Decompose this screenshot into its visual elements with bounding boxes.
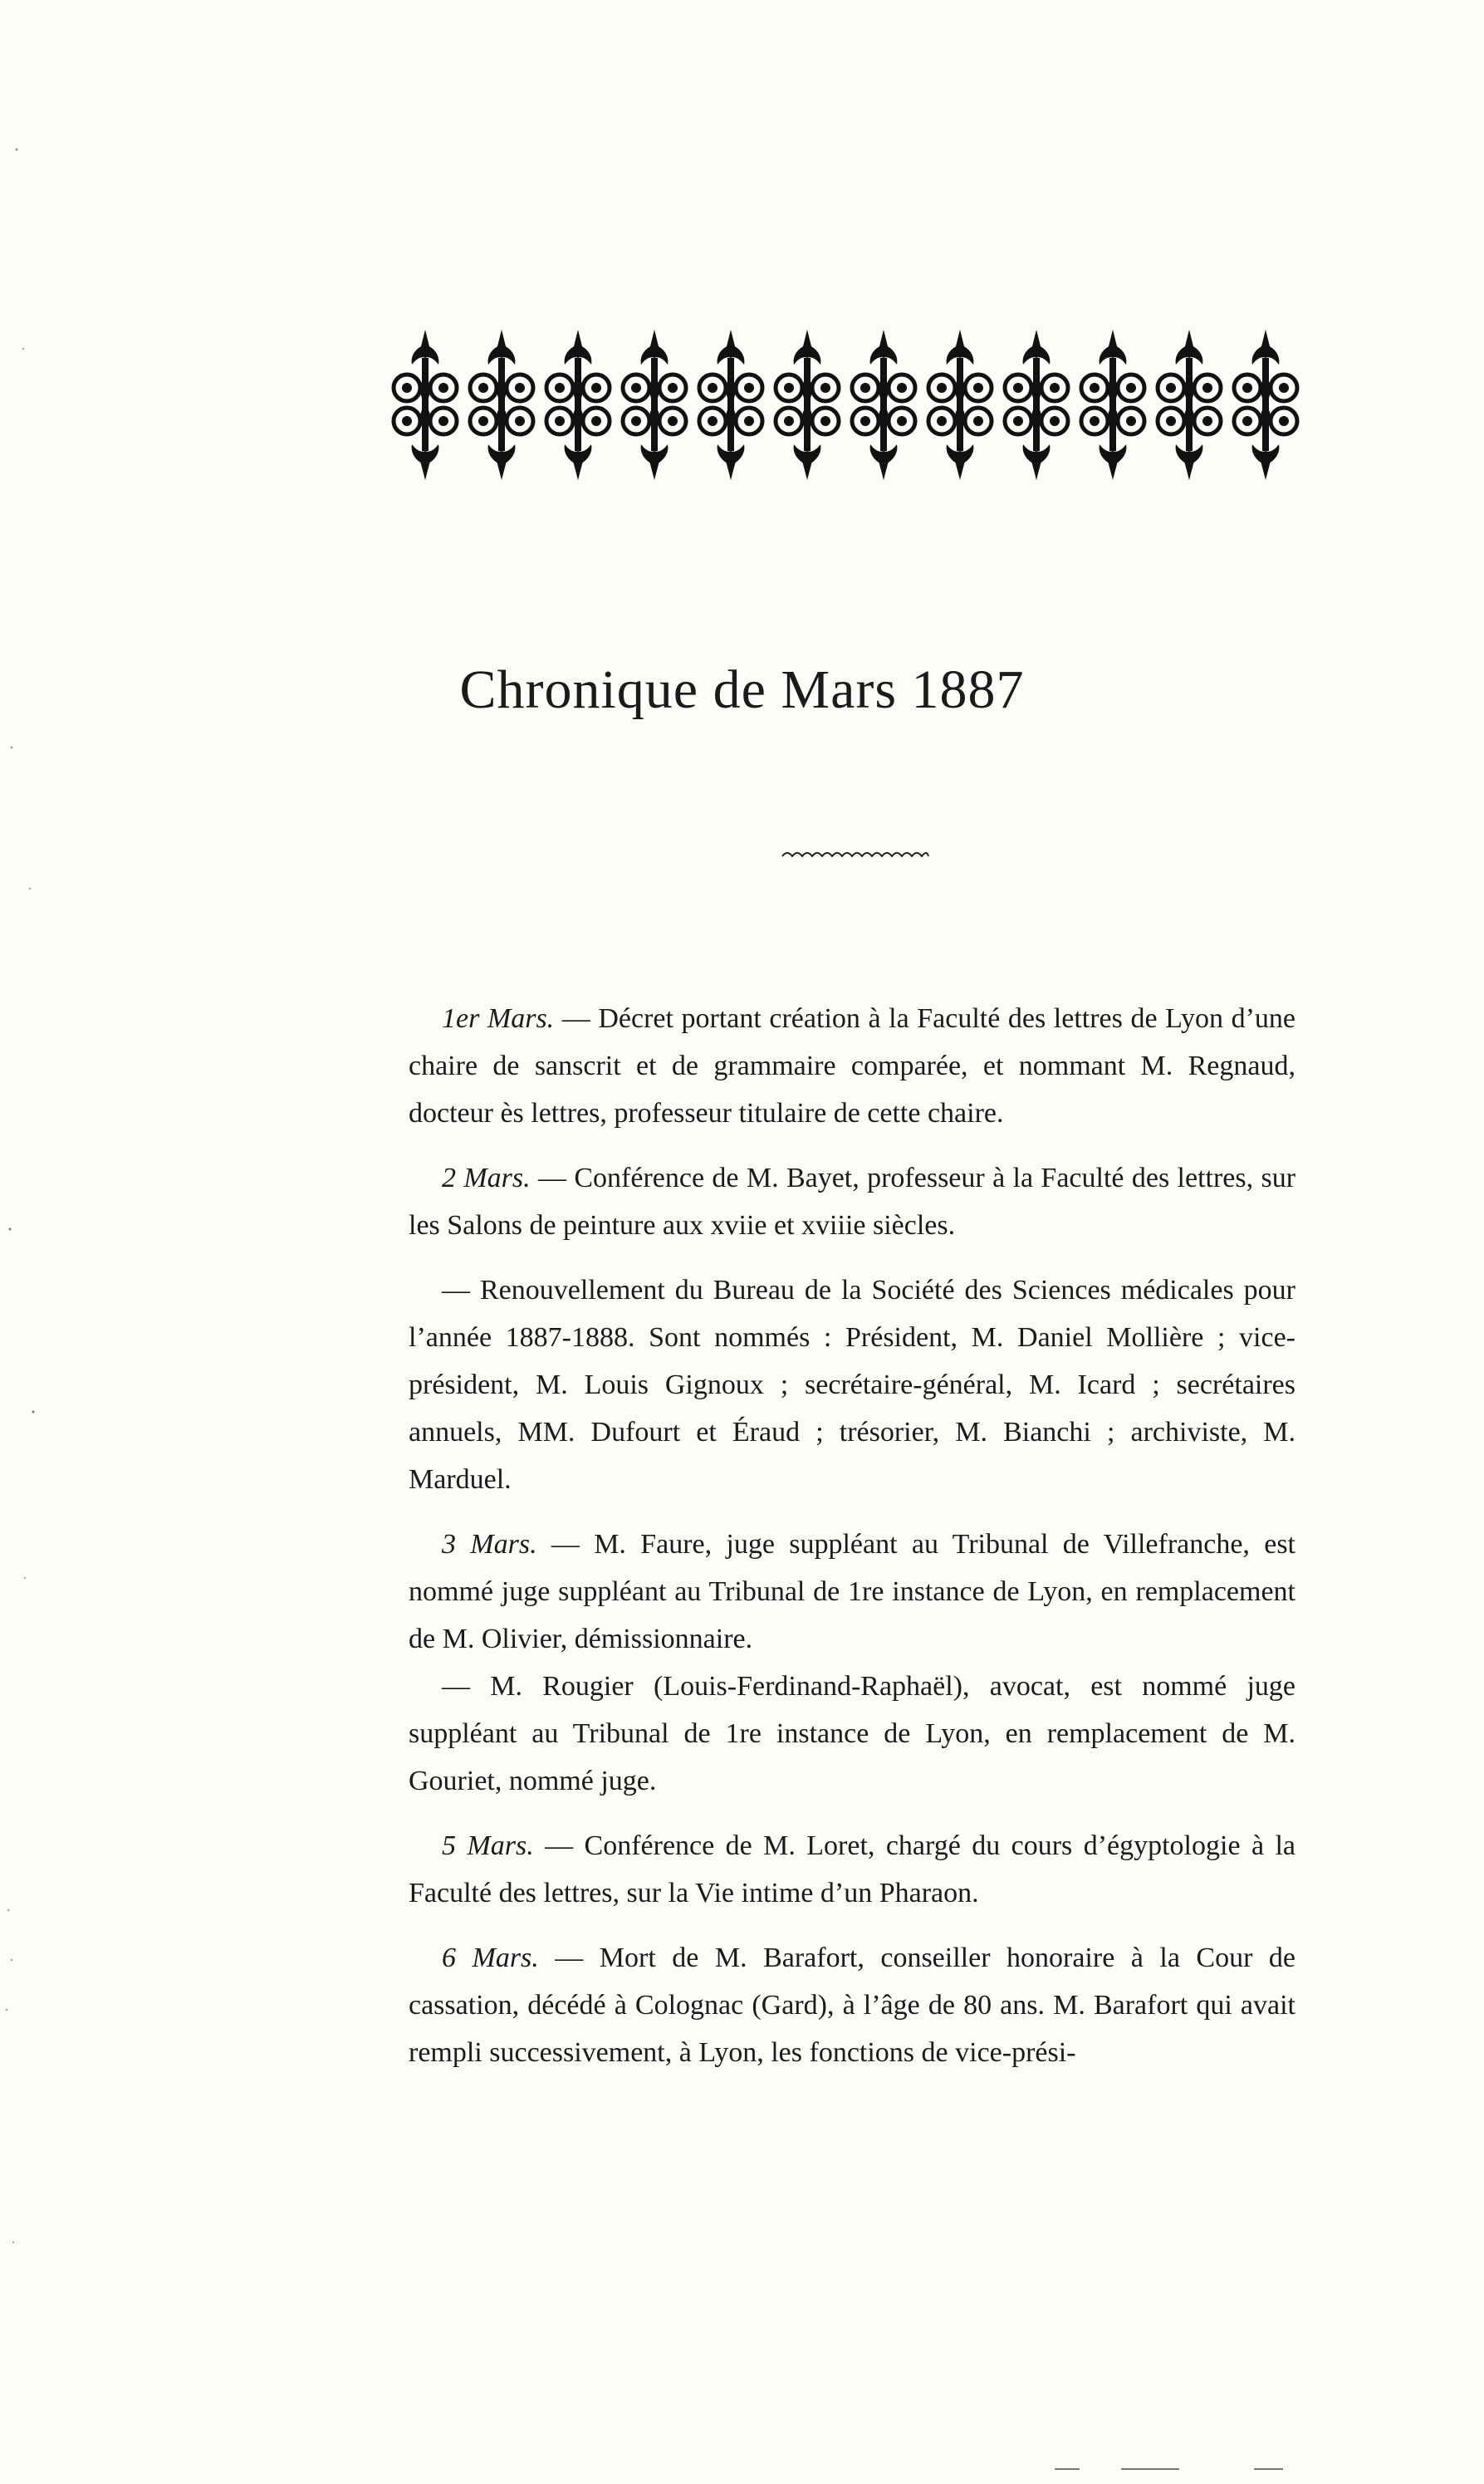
chronicle-body xyxy=(409,995,1295,2076)
entry-separator: — xyxy=(533,1830,585,1861)
entry-paragraph xyxy=(409,995,1295,1137)
fleuron-band-icon xyxy=(387,328,1304,482)
page-title: Chronique de Mars 1887 xyxy=(459,659,1025,720)
entry-text: Conférence de M. Bayet, professeur à la Faculté des lettres, sur les Salons de peinture aux xviie et xviiie siècles. xyxy=(409,1163,1296,1241)
fleuron-icon xyxy=(852,330,915,480)
fleuron-icon xyxy=(623,330,686,480)
entry-date: 2 Mars. xyxy=(442,1163,531,1193)
fleuron-icon xyxy=(394,330,457,480)
bottom-edge-marks xyxy=(1055,2465,1287,2473)
entry-text: Décret portant création à la Faculté des lettres de Lyon d’une chaire de sanscrit et de grammaire comparée, et nommant M. Regnaud, docteur ès lettres, professeur titulaire de cette chaire. xyxy=(409,1003,1295,1129)
scan-specks-decoration xyxy=(0,0,50,2484)
entry-text: — M. Rougier (Louis-Ferdinand-Raphaël), avocat, est nommé juge suppléant au Tribunal de 1re instance de Lyon, en remplacement de M. Gouriet, nommé juge. xyxy=(409,1671,1295,1796)
entry-paragraph xyxy=(409,1934,1295,2076)
entry-text: — Renouvellement du Bureau de la Société des Sciences médicales pour l’année 1887-1888. Sont nommés : Président, M. Daniel Mollière ; vice-président, M. Louis Gignoux ; secrétaire-général, M. Icard ; secrétaires annuels, MM. Dufourt et Éraud ; trésorier, M. Bianchi ; archiviste, M. Marduel. xyxy=(409,1275,1295,1495)
entry-date: 3 Mars. xyxy=(442,1529,537,1560)
entry-paragraph xyxy=(409,1663,1295,1805)
entry-separator: — xyxy=(554,1003,599,1034)
entry-text: Conférence de M. Loret, chargé du cours d’égyptologie à la Faculté des lettres, sur la Vie intime d’un Pharaon. xyxy=(409,1830,1295,1908)
fleuron-icon xyxy=(1234,330,1297,480)
fleuron-icon xyxy=(1081,330,1144,480)
entry-date: 5 Mars. xyxy=(442,1830,534,1861)
fleuron-icon xyxy=(1005,330,1068,480)
entry-separator: — xyxy=(538,1943,600,1973)
fleuron-icon xyxy=(928,330,992,480)
entry-paragraph xyxy=(409,1822,1295,1917)
entry-text: Mort de M. Barafort, conseiller honoraire à la Cour de cassation, décédé à Colognac (Gard), à l’âge de 80 ans. M. Barafort qui avait rempli successivement, à Lyon, les fonctions de vice-prési- xyxy=(409,1943,1295,2068)
entry-separator: — xyxy=(530,1163,575,1193)
fleuron-icon xyxy=(1158,330,1221,480)
fleuron-icon xyxy=(699,330,762,480)
entry-separator: — xyxy=(536,1529,595,1560)
entry-date: 1er Mars. xyxy=(442,1003,555,1034)
fleuron-icon xyxy=(546,330,610,480)
entry-paragraph xyxy=(409,1521,1295,1663)
entry-date: 6 Mars. xyxy=(442,1943,539,1973)
entry-text: M. Faure, juge suppléant au Tribunal de Villefranche, est nommé juge suppléant au Tribunal de 1re instance de Lyon, en remplacement de M. Olivier, démissionnaire. xyxy=(409,1529,1295,1654)
fleuron-icon xyxy=(776,330,839,480)
entry-paragraph xyxy=(409,1266,1295,1503)
wavy-rule-icon xyxy=(781,849,930,859)
fleuron-icon xyxy=(470,330,533,480)
entry-paragraph xyxy=(409,1154,1295,1249)
